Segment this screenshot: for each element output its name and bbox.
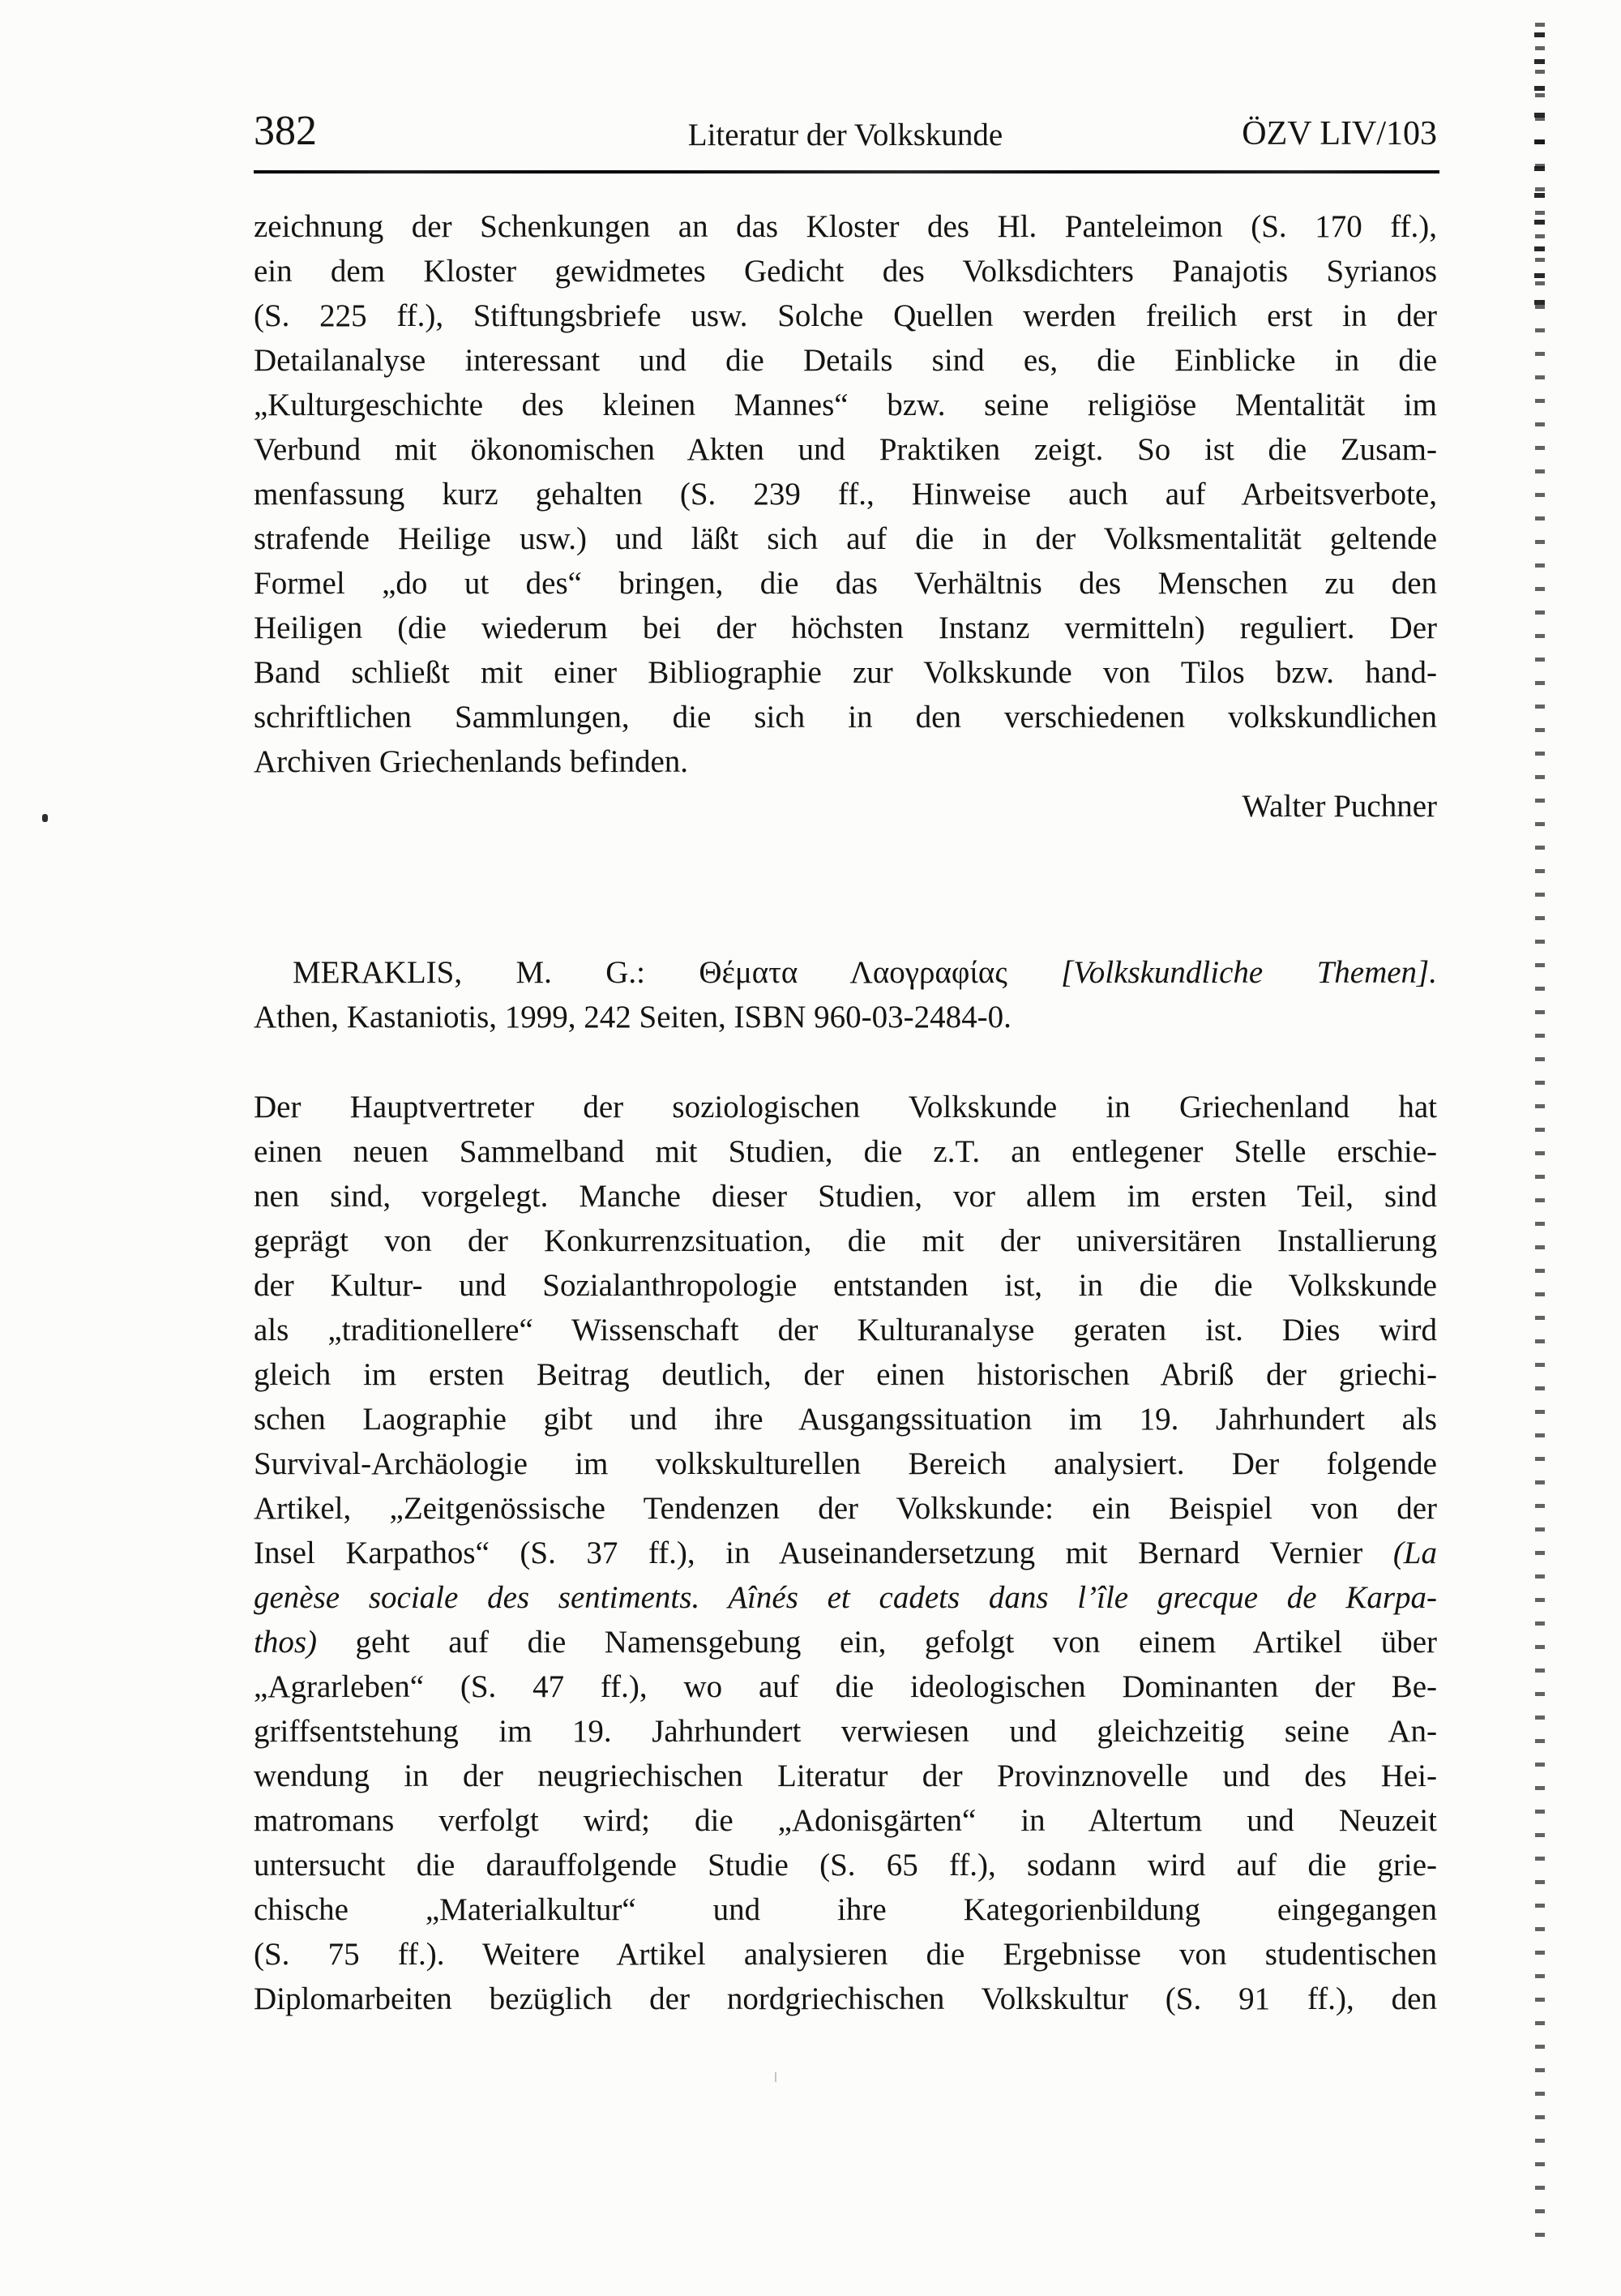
text-segment: zeichnung der Schenkungen an das Kloster des Hl. Panteleimon (S. 170 ff.), [254,209,1437,244]
text-segment: „Kulturgeschichte des kleinen Mannes“ bzw. seine religiöse Mentalität im [254,388,1437,422]
text-line [254,427,1437,472]
text-line [254,1219,1437,1263]
text-segment: geht auf die Namensgebung ein, gefolgt von einem Artikel über [317,1625,1437,1660]
text-line [254,1575,1437,1620]
text-segment: Athen, Kastaniotis, 1999, 242 Seiten, ISBN 960-03-2484-0. [254,1000,1012,1034]
text-segment: nen sind, vorgelegt. Manche dieser Studien, vor allem im ersten Teil, sind [254,1179,1437,1214]
text-segment: Archiven Griechenlands befinden. [254,744,689,779]
text-segment-italic: thos) [254,1625,317,1660]
text-segment-italic: genèse sociale des sentiments. Aînés et cadets dans l’île grecque de Karpa- [254,1580,1437,1615]
text-line [254,1798,1437,1843]
text-segment: menfassung kurz gehalten (S. 239 ff., Hinweise auch auf Arbeitsverbote, [254,477,1437,512]
text-segment: „Agrarleben“ (S. 47 ff.), wo auf die ideologischen Dominanten der Be- [254,1669,1437,1704]
text-line [254,1174,1437,1219]
scan-artifact-dotted-line-top [1534,32,1545,324]
text-line [254,472,1437,516]
text-segment: untersucht die darauffolgende Studie (S. 65 ff.), sodann wird auf die grie- [254,1848,1437,1883]
text-line [254,1308,1437,1352]
text-line [254,1887,1437,1932]
text-line [254,1754,1437,1798]
text-line [254,1977,1437,2021]
review-body-paragraph [254,1085,1437,2021]
text-line [254,1843,1437,1887]
text-segment: als „traditionellere“ Wissenschaft der Kulturanalyse geraten ist. Dies wird [254,1313,1437,1347]
review-continuation-paragraph [254,204,1437,784]
text-segment: (S. 75 ff.). Weitere Artikel analysieren die Ergebnisse von studentischen [254,1937,1437,1972]
text-line [254,383,1437,427]
text-column [254,204,1437,2021]
text-segment-italic: (La [1392,1536,1437,1570]
page-number: 382 [254,108,317,154]
text-segment: Detailanalyse interessant und die Details sind es, die Einblicke in die [254,343,1437,378]
text-segment: Θέματα Λαογραφίας [699,955,1062,990]
text-segment: Band schließt mit einer Bibliographie zur Volkskunde von Tilos bzw. hand- [254,655,1437,690]
text-segment: ein dem Kloster gewidmetes Gedicht des Volksdichters Panajotis Syrianos [254,254,1437,289]
text-segment: Survival-Archäologie im volkskulturellen Bereich analysiert. Der folgende [254,1446,1437,1481]
text-line [254,1441,1437,1486]
text-line [254,1531,1437,1575]
text-line [254,338,1437,383]
text-line [254,1486,1437,1531]
text-segment: Insel Karpathos“ (S. 37 ff.), in Auseinandersetzung mit Bernard Vernier [254,1536,1393,1570]
text-line [254,1932,1437,1977]
text-segment: der Kultur- und Sozialanthropologie entstanden ist, in die die Volkskunde [254,1268,1437,1303]
text-line [254,1263,1437,1308]
text-line [254,995,1437,1039]
scan-artifact-dotted-line [1535,23,1545,2244]
review-bibliographic-heading [254,950,1437,1039]
text-segment: gleich im ersten Beitrag deutlich, der einen historischen Abriß der griechi- [254,1357,1437,1392]
text-line [254,1709,1437,1754]
text-segment: (S. 225 ff.), Stiftungsbriefe usw. Solche Quellen werden freilich erst in der [254,298,1437,333]
text-segment: schriftlichen Sammlungen, die sich in den verschiedenen volkskundlichen [254,700,1437,735]
text-line [254,1664,1437,1709]
text-line [254,950,1437,995]
text-segment: Formel „do ut des“ bringen, die das Verhältnis des Menschen zu den [254,566,1437,601]
text-line [254,293,1437,338]
text-segment: Diplomarbeiten bezüglich der nordgriechischen Volkskultur (S. 91 ff.), den [254,1981,1437,2016]
text-segment: chische „Materialkultur“ und ihre Kategorienbildung eingegangen [254,1892,1437,1927]
text-line [254,695,1437,739]
running-title: Literatur der Volkskunde [687,118,1003,152]
scan-speck [42,814,48,822]
text-line [254,1352,1437,1397]
text-segment: Verbund mit ökonomischen Akten und Praktiken zeigt. So ist die Zusam- [254,432,1437,467]
text-segment: Artikel, „Zeitgenössische Tendenzen der Volkskunde: ein Beispiel von der [254,1491,1437,1526]
text-line [254,1620,1437,1664]
text-segment: matromans verfolgt wird; die „Adonisgärten“ in Altertum und Neuzeit [254,1803,1437,1838]
text-line [254,650,1437,695]
text-segment: strafende Heilige usw.) und läßt sich auf die in der Volksmentalität geltende [254,521,1437,556]
text-line [254,739,1437,784]
text-segment: Heiligen (die wiederum bei der höchsten Instanz vermitteln) reguliert. Der [254,610,1437,645]
text-segment: geprägt von der Konkurrenzsituation, die mit der universitären Installierung [254,1223,1437,1258]
header-rule [254,170,1439,173]
text-segment: schen Laographie gibt und ihre Ausgangssituation im 19. Jahrhundert als [254,1402,1437,1437]
text-line [254,1129,1437,1174]
text-segment: MERAKLIS, M. G.: [293,955,699,990]
text-line [254,1085,1437,1129]
text-line [254,516,1437,561]
text-segment: griffsentstehung im 19. Jahrhundert verwiesen und gleichzeitig seine An- [254,1714,1437,1749]
text-line [254,561,1437,606]
scan-tick [775,2072,776,2082]
text-segment: Der Hauptvertreter der soziologischen Volkskunde in Griechenland hat [254,1090,1437,1124]
text-line [254,249,1437,293]
page-header [254,110,1437,161]
journal-issue-ref: ÖZV LIV/103 [1242,115,1437,152]
text-segment: einen neuen Sammelband mit Studien, die z.T. an entlegener Stelle erschie- [254,1134,1437,1169]
text-segment-italic: [Volkskundliche Themen]. [1061,955,1437,990]
text-line [254,1397,1437,1441]
text-line [254,204,1437,249]
text-segment: wendung in der neugriechischen Literatur der Provinznovelle und des Hei- [254,1758,1437,1793]
text-line [254,606,1437,650]
reviewer-signature: Walter Puchner [1242,789,1437,824]
